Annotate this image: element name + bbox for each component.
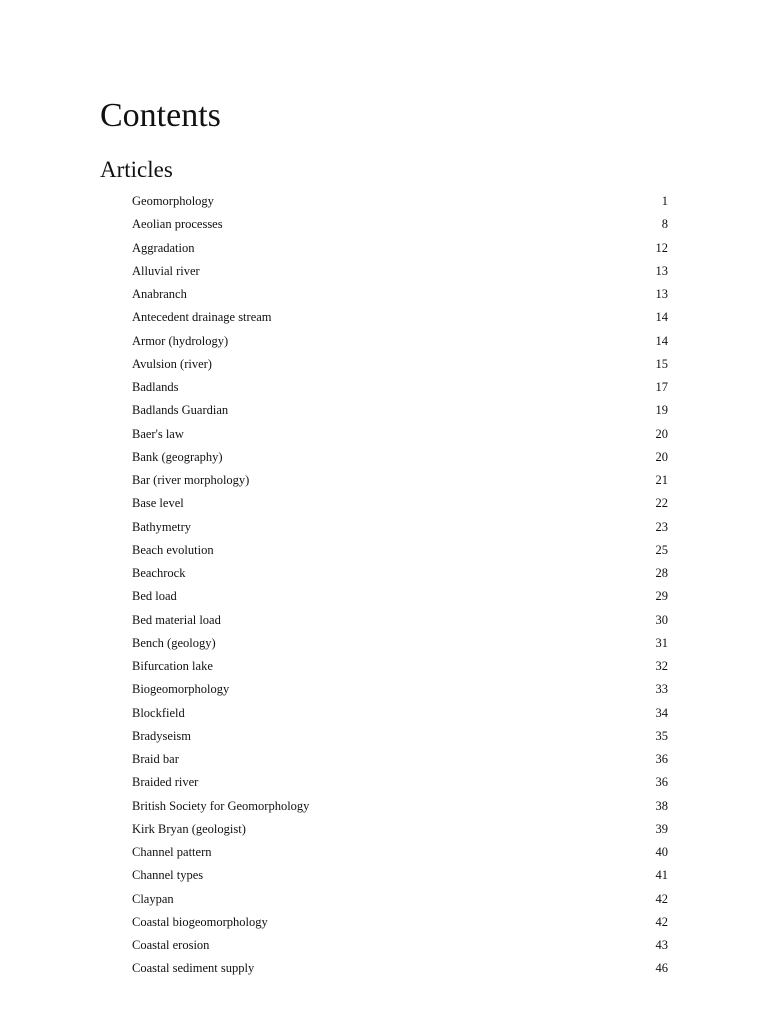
- toc-entry-page-number: 36: [655, 752, 668, 766]
- toc-entry-title: Geomorphology: [132, 194, 214, 208]
- toc-entry-page-number: 17: [655, 380, 668, 394]
- toc-entry[interactable]: [132, 585, 668, 608]
- toc-entry-title: Armor (hydrology): [132, 333, 229, 348]
- toc-entry-page-number: 31: [655, 635, 668, 650]
- toc-entry-page-number: 13: [655, 263, 668, 278]
- toc-entry-title: Channel types: [132, 868, 204, 883]
- toc-entry[interactable]: [132, 864, 668, 887]
- toc-entry-title: Biogeomorphology: [132, 682, 230, 697]
- toc-entry-page-number: 35: [655, 728, 668, 743]
- toc-entry[interactable]: [132, 330, 668, 353]
- toc-entry-page-number: 14: [655, 310, 668, 325]
- toc-entry-page-number: 30: [655, 612, 668, 627]
- toc-entry-page-number: 32: [655, 659, 668, 673]
- toc-entry-page-number: 14: [655, 333, 668, 348]
- toc-entry-page-number: 21: [655, 473, 668, 487]
- toc-entry-title: Braided river: [132, 775, 199, 790]
- toc-entry-title: Bradyseism: [132, 728, 192, 743]
- toc-entry[interactable]: [132, 469, 668, 492]
- toc-entry-title: Coastal sediment supply: [132, 961, 255, 976]
- page-title: Contents: [100, 97, 221, 134]
- toc-entry-title: Bed load: [132, 589, 177, 604]
- toc-entry-title: Antecedent drainage stream: [132, 310, 272, 325]
- toc-entry[interactable]: [132, 632, 668, 655]
- toc-entry-page-number: 43: [655, 938, 668, 952]
- toc-entry[interactable]: [132, 702, 668, 725]
- toc-entry[interactable]: [132, 911, 668, 934]
- toc-entry[interactable]: [132, 609, 668, 632]
- toc-entry[interactable]: [132, 888, 668, 911]
- toc-entry[interactable]: [132, 841, 668, 864]
- toc-entry-page-number: 13: [655, 287, 668, 301]
- toc-entry[interactable]: [132, 283, 668, 306]
- toc-entry[interactable]: [132, 190, 668, 213]
- toc-entry[interactable]: [132, 655, 668, 678]
- toc-entry[interactable]: [132, 562, 668, 585]
- toc-entry-page-number: 29: [655, 589, 668, 604]
- toc-entry-page-number: 15: [655, 356, 668, 371]
- toc-entry-page-number: 40: [655, 845, 668, 859]
- toc-entry-page-number: 20: [655, 449, 668, 464]
- toc-entry-title: Claypan: [132, 891, 174, 906]
- toc-entry-page-number: 38: [655, 798, 668, 813]
- toc-entry-title: Bar (river morphology): [132, 473, 250, 487]
- toc-entry-title: Aggradation: [132, 240, 195, 255]
- toc-entry-title: Aeolian processes: [132, 217, 223, 232]
- toc-entry-title: Kirk Bryan (geologist): [132, 821, 246, 836]
- toc-entry-page-number: 25: [655, 542, 668, 557]
- toc-entry-page-number: 39: [655, 821, 668, 836]
- toc-entry[interactable]: [132, 539, 668, 562]
- toc-entry-page-number: 34: [655, 705, 668, 720]
- table-of-contents: [132, 190, 668, 981]
- toc-entry-page-number: 33: [655, 682, 668, 697]
- toc-entry[interactable]: [132, 213, 668, 236]
- toc-entry-title: Coastal biogeomorphology: [132, 914, 268, 929]
- toc-entry-title: Anabranch: [132, 287, 187, 301]
- toc-entry-page-number: 22: [655, 496, 668, 511]
- toc-entry-title: Alluvial river: [132, 263, 200, 278]
- toc-entry[interactable]: [132, 795, 668, 818]
- toc-entry[interactable]: [132, 306, 668, 329]
- toc-entry-page-number: 28: [655, 566, 668, 580]
- toc-entry-page-number: 19: [655, 403, 668, 418]
- toc-entry[interactable]: [132, 957, 668, 980]
- toc-entry[interactable]: [132, 260, 668, 283]
- toc-entry[interactable]: [132, 748, 668, 771]
- toc-entry[interactable]: [132, 492, 668, 515]
- toc-entry-title: Channel pattern: [132, 845, 212, 859]
- toc-entry-title: Badlands: [132, 380, 179, 394]
- toc-entry-title: Bifurcation lake: [132, 659, 213, 673]
- toc-entry[interactable]: [132, 423, 668, 446]
- toc-entry-title: Base level: [132, 496, 184, 511]
- toc-entry-page-number: 42: [655, 891, 668, 906]
- toc-entry[interactable]: [132, 516, 668, 539]
- toc-entry-title: Avulsion (river): [132, 356, 212, 371]
- toc-entry[interactable]: [132, 725, 668, 748]
- toc-entry[interactable]: [132, 818, 668, 841]
- toc-entry-title: Coastal erosion: [132, 938, 210, 952]
- toc-entry[interactable]: [132, 678, 668, 701]
- toc-entry-title: Bed material load: [132, 612, 221, 627]
- toc-entry[interactable]: [132, 446, 668, 469]
- toc-entry[interactable]: [132, 399, 668, 422]
- toc-entry-title: Bank (geography): [132, 449, 223, 464]
- toc-entry-page-number: 1: [661, 194, 668, 208]
- toc-entry-title: Bathymetry: [132, 519, 192, 534]
- toc-entry[interactable]: [132, 934, 668, 957]
- section-heading-articles: Articles: [100, 157, 173, 182]
- toc-entry-page-number: 12: [655, 240, 668, 255]
- toc-entry[interactable]: [132, 353, 668, 376]
- toc-entry-title: British Society for Geomorphology: [132, 798, 310, 813]
- toc-entry-title: Beachrock: [132, 566, 186, 580]
- toc-entry[interactable]: [132, 771, 668, 794]
- toc-entry-title: Blockfield: [132, 705, 185, 720]
- toc-entry-page-number: 42: [655, 914, 668, 929]
- toc-entry-page-number: 46: [655, 961, 668, 976]
- toc-entry-title: Braid bar: [132, 752, 179, 766]
- toc-entry-title: Beach evolution: [132, 542, 214, 557]
- toc-entry-page-number: 20: [655, 426, 668, 441]
- toc-entry-page-number: 8: [661, 217, 668, 232]
- toc-entry-title: Bench (geology): [132, 635, 216, 650]
- toc-entry-page-number: 36: [655, 775, 668, 790]
- toc-entry-title: Baer's law: [132, 426, 184, 441]
- toc-entry-page-number: 23: [655, 519, 668, 534]
- toc-entry-title: Badlands Guardian: [132, 403, 229, 418]
- toc-entry[interactable]: [132, 237, 668, 260]
- toc-entry[interactable]: [132, 376, 668, 399]
- toc-entry-page-number: 41: [655, 868, 668, 883]
